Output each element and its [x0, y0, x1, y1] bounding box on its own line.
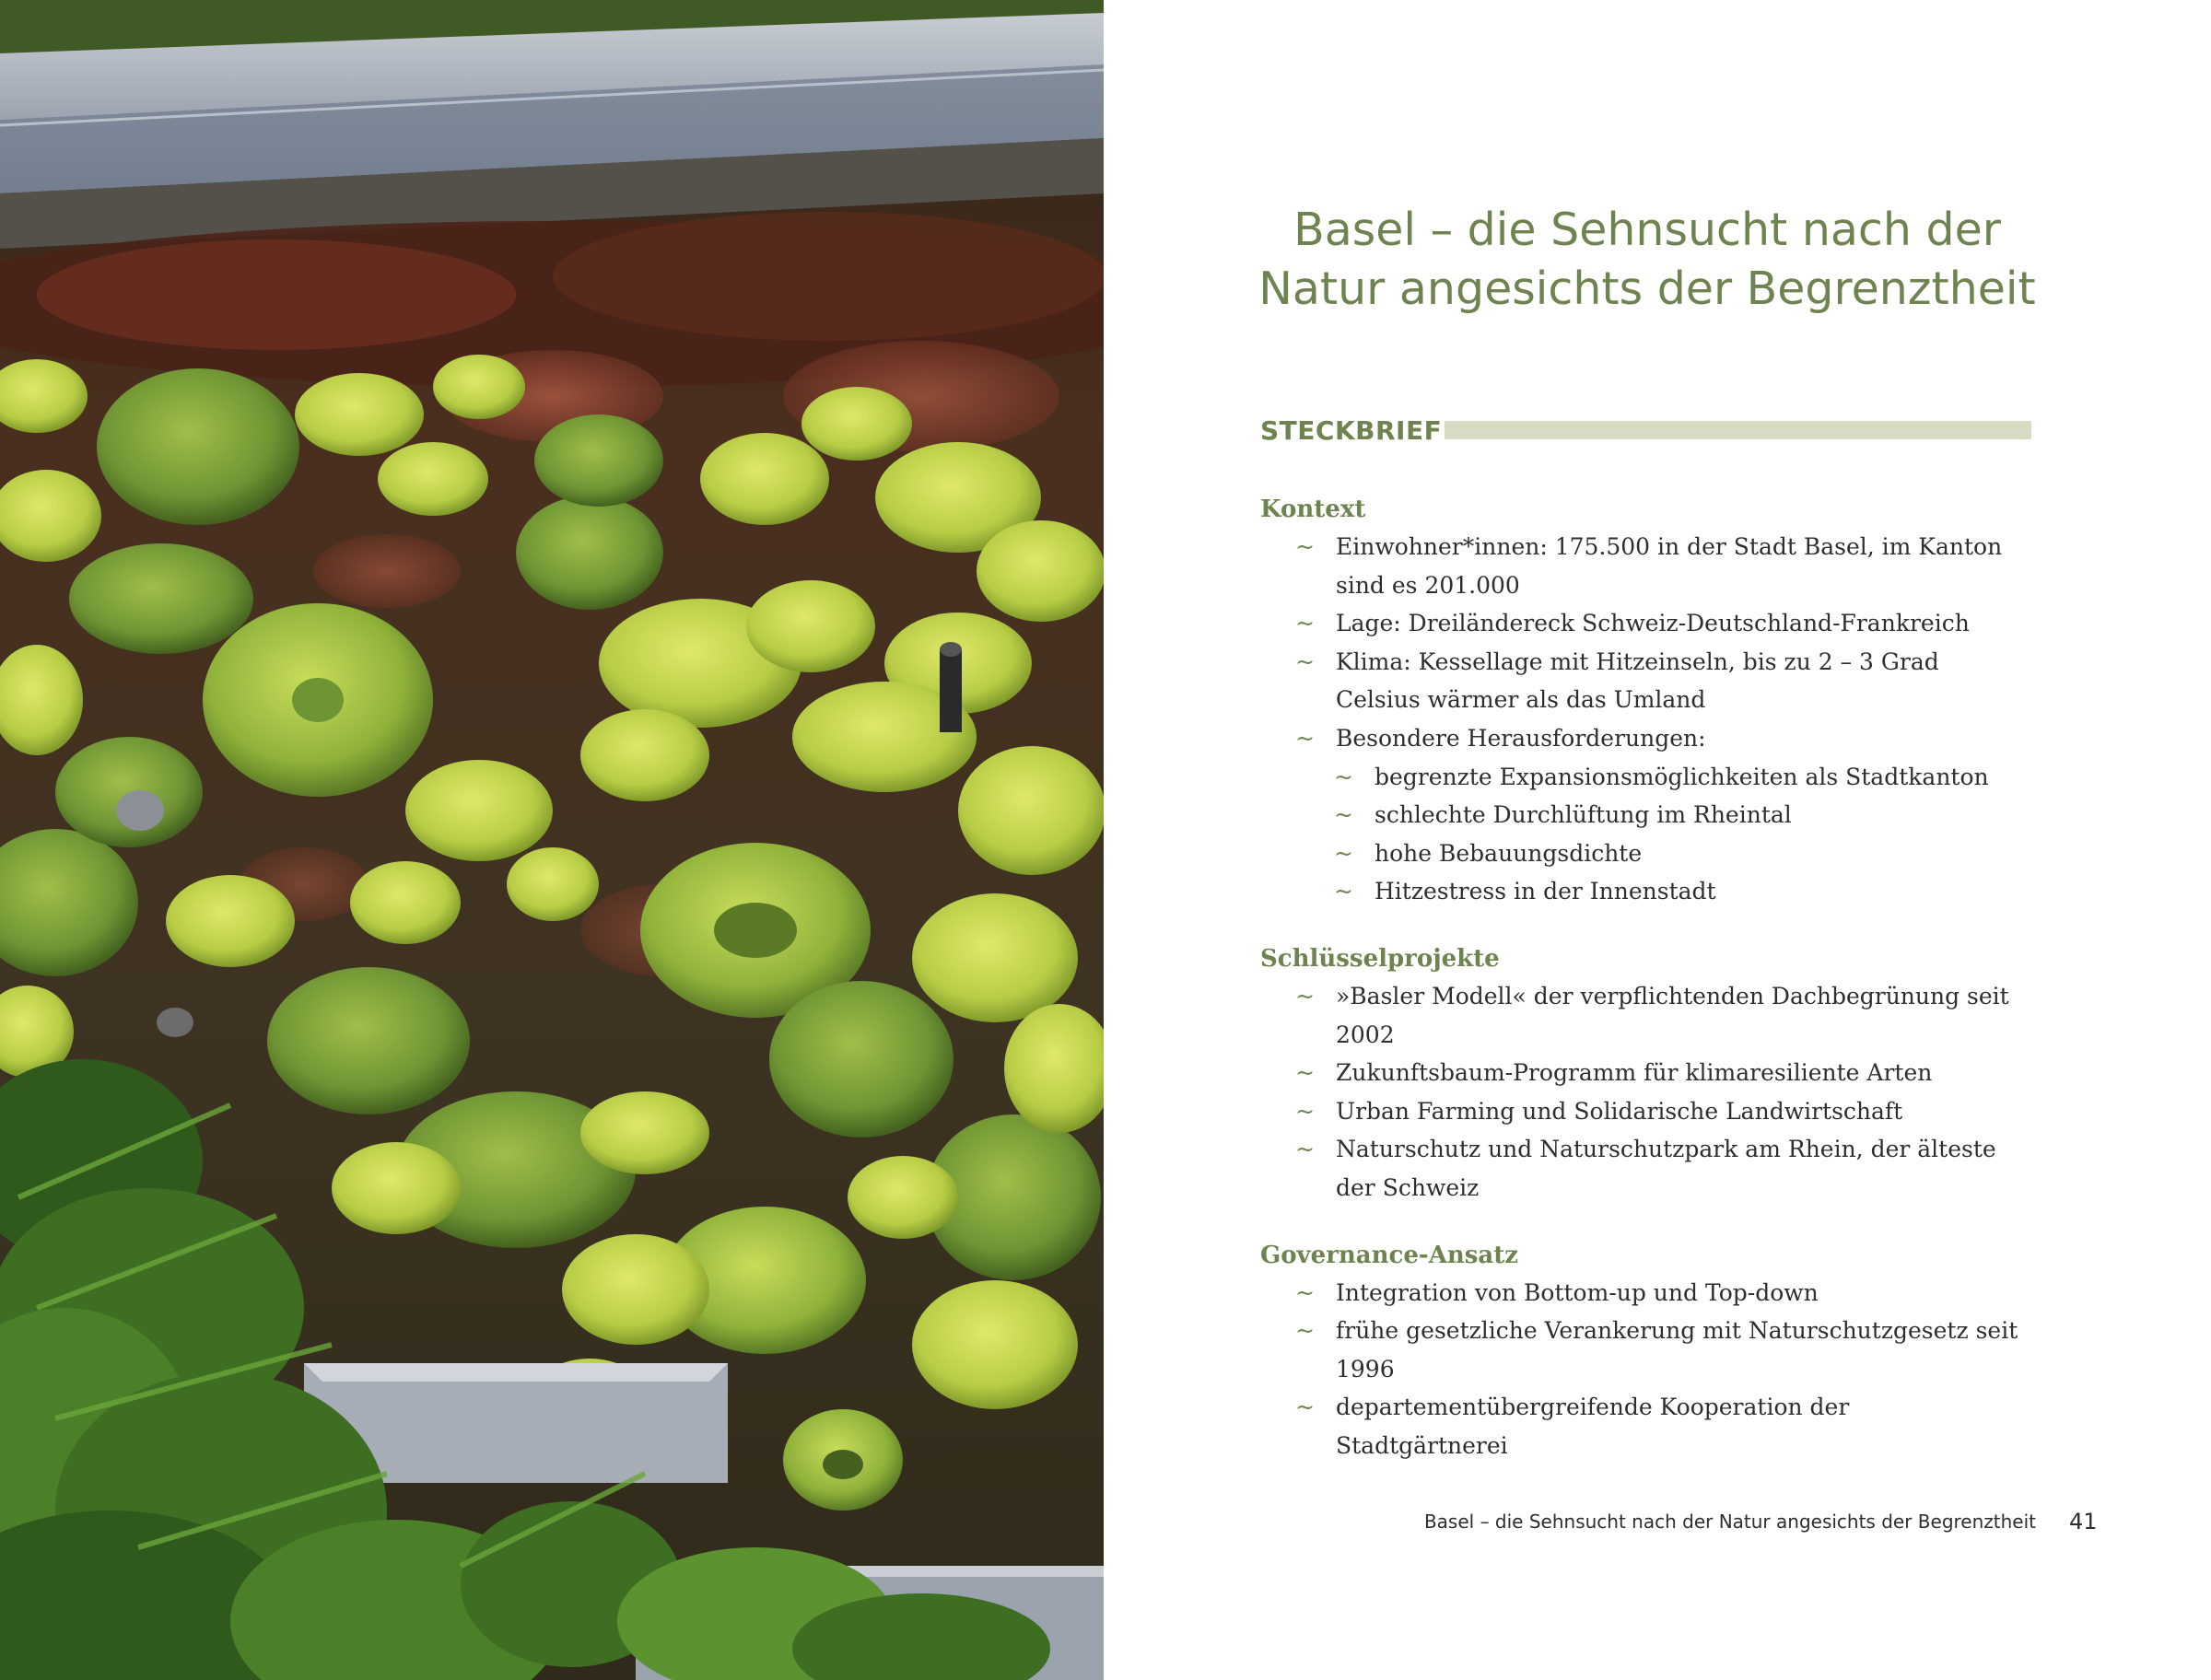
- sub-list-item: [1260, 758, 2025, 797]
- page-title: Basel – die Sehnsucht nach der Natur angesichts der Begrenztheit: [1258, 204, 2036, 315]
- list-item: [1260, 977, 2025, 1054]
- list-item-text: departementübergreifende Kooperation der Stadtgärtnerei: [1336, 1394, 1850, 1459]
- list-item-text: Einwohner*innen: 175.500 in der Stadt Basel, im Kanton sind es 201.000: [1336, 533, 2003, 599]
- section-list: [1260, 528, 2025, 911]
- list-item: [1260, 1388, 2025, 1464]
- running-footer-title: Basel – die Sehnsucht nach der Natur angesichts der Begrenztheit: [1423, 1511, 2036, 1533]
- list-item: [1260, 719, 2025, 758]
- tilde-bullet-icon: ~: [1334, 839, 1353, 867]
- section-heading: Governance-Ansatz: [1260, 1241, 1519, 1269]
- tilde-bullet-icon: ~: [1334, 763, 1353, 790]
- section-heading: Schlüsselprojekte: [1260, 944, 1500, 973]
- steckbrief-bar: [1445, 421, 2031, 439]
- tilde-bullet-icon: ~: [1295, 724, 1315, 752]
- tilde-bullet-icon: ~: [1295, 1317, 1315, 1345]
- section-governance-ansatz: [1260, 1237, 2025, 1465]
- list-item-text: begrenzte Expansionsmöglichkeiten als Stadtkanton: [1375, 763, 1989, 790]
- tilde-bullet-icon: ~: [1295, 610, 1315, 637]
- sub-list-item: [1260, 872, 2025, 911]
- tilde-bullet-icon: ~: [1334, 801, 1353, 829]
- sub-list-item: [1260, 796, 2025, 834]
- tilde-bullet-icon: ~: [1295, 1278, 1315, 1306]
- list-item-text: Besondere Herausforderungen:: [1336, 724, 1706, 752]
- list-item: [1260, 643, 2025, 719]
- steckbrief-header: [1260, 413, 2211, 449]
- list-item-text: Zukunftsbaum-Programm für klimaresiliente Arten: [1336, 1059, 1933, 1087]
- tilde-bullet-icon: ~: [1295, 648, 1315, 675]
- tilde-bullet-icon: ~: [1295, 1059, 1315, 1087]
- section-schlüsselprojekte: [1260, 940, 2025, 1208]
- steckbrief-sections: [1260, 491, 2025, 1464]
- list-item: [1260, 528, 2025, 604]
- tilde-bullet-icon: ~: [1295, 533, 1315, 560]
- list-item: [1260, 1312, 2025, 1388]
- text-page: [1104, 0, 2211, 1680]
- list-item-text: Naturschutz und Naturschutzpark am Rhein, der älteste der Schweiz: [1336, 1136, 1996, 1201]
- list-item: [1260, 1130, 2025, 1207]
- list-item: [1260, 1274, 2025, 1312]
- tilde-bullet-icon: ~: [1295, 1394, 1315, 1421]
- section-heading: Kontext: [1260, 496, 1366, 523]
- sub-list-item: [1260, 834, 2025, 873]
- tilde-bullet-icon: ~: [1295, 1097, 1315, 1125]
- list-item-text: Lage: Dreiländereck Schweiz-Deutschland-Frankreich: [1336, 610, 1970, 637]
- list-item-text: »Basler Modell« der verpflichtenden Dachbegrünung seit 2002: [1336, 982, 2009, 1048]
- list-item-text: frühe gesetzliche Verankerung mit Naturschutzgesetz seit 1996: [1336, 1317, 2018, 1382]
- list-item-text: Hitzestress in der Innenstadt: [1375, 878, 1716, 905]
- section-list: [1260, 1274, 2025, 1465]
- list-item-text: Integration von Bottom-up und Top-down: [1336, 1278, 1819, 1306]
- page-number: 41: [2069, 1509, 2098, 1534]
- steckbrief-label: STECKBRIEF: [1260, 415, 1443, 446]
- tilde-bullet-icon: ~: [1295, 982, 1315, 1009]
- tilde-bullet-icon: ~: [1295, 1136, 1315, 1163]
- green-roof-photo: [0, 0, 1104, 1680]
- list-item: [1260, 1054, 2025, 1092]
- green-roof-photo-icon: [0, 0, 1104, 1680]
- list-item: [1260, 1092, 2025, 1131]
- tilde-bullet-icon: ~: [1334, 878, 1353, 905]
- list-item: [1260, 604, 2025, 643]
- list-item-text: hohe Bebauungsdichte: [1375, 839, 1643, 867]
- list-item-text: Urban Farming und Solidarische Landwirtschaft: [1336, 1097, 1903, 1125]
- list-item-text: schlechte Durchlüftung im Rheintal: [1375, 801, 1792, 829]
- section-list: [1260, 977, 2025, 1208]
- section-kontext: [1260, 491, 2025, 911]
- list-item-text: Klima: Kessellage mit Hitzeinseln, bis zu 2 – 3 Grad Celsius wärmer als das Umland: [1336, 648, 1939, 714]
